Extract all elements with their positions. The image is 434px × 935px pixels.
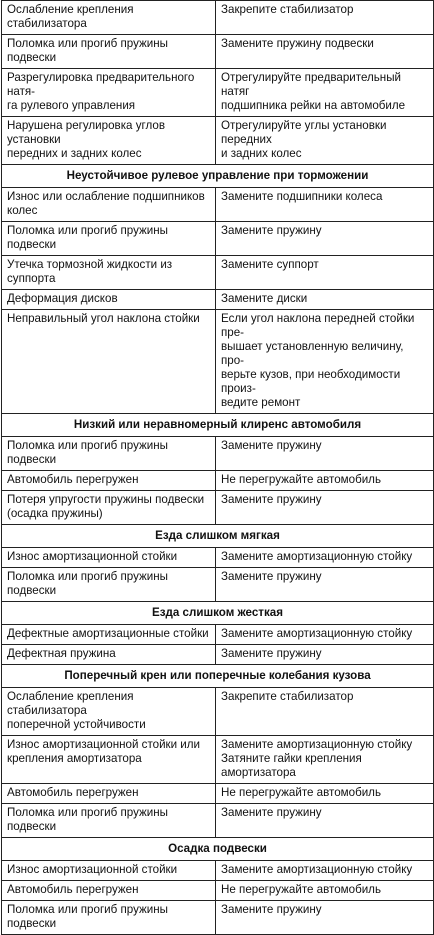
remedy-cell: Не перегружайте автомобиль bbox=[216, 784, 434, 804]
remedy-cell: Замените амортизационную стойку bbox=[216, 861, 434, 881]
table-row bbox=[2, 804, 434, 838]
table-row bbox=[2, 784, 434, 804]
remedy-cell: Если угол наклона передней стойки пре- вышает установленную величину, про- верьте кузов, при необходимости произ- ведите ремонт bbox=[216, 310, 434, 414]
section-header-row bbox=[2, 414, 434, 437]
cause-cell: Нарушена регулировка углов установки передних и задних колес bbox=[2, 117, 216, 165]
table-row bbox=[2, 437, 434, 471]
section-header-row bbox=[2, 838, 434, 861]
table-row bbox=[2, 117, 434, 165]
remedy-cell: Замените амортизационную стойку bbox=[216, 625, 434, 645]
remedy-cell: Замените пружину bbox=[216, 437, 434, 471]
section-title: Езда слишком мягкая bbox=[2, 525, 434, 548]
section-title: Неустойчивое рулевое управление при торможении bbox=[2, 165, 434, 188]
table-row bbox=[2, 69, 434, 117]
cause-cell: Деформация дисков bbox=[2, 290, 216, 310]
remedy-cell: Замените пружину подвески bbox=[216, 35, 434, 69]
cause-cell: Износ амортизационной стойки bbox=[2, 548, 216, 568]
remedy-cell: Не перегружайте автомобиль bbox=[216, 881, 434, 901]
cause-cell: Автомобиль перегружен bbox=[2, 471, 216, 491]
table-row bbox=[2, 568, 434, 602]
table-row bbox=[2, 645, 434, 665]
cause-cell: Поломка или прогиб пружины подвески bbox=[2, 568, 216, 602]
remedy-cell: Замените пружину bbox=[216, 568, 434, 602]
cause-cell: Износ амортизационной стойки или крепления амортизатора bbox=[2, 736, 216, 784]
remedy-cell: Закрепите стабилизатор bbox=[216, 1, 434, 35]
section-header-row bbox=[2, 525, 434, 548]
cause-cell: Ослабление крепления стабилизатора поперечной устойчивости bbox=[2, 688, 216, 736]
section-header-row bbox=[2, 665, 434, 688]
remedy-cell: Замените пружину bbox=[216, 901, 434, 935]
cause-cell: Автомобиль перегружен bbox=[2, 881, 216, 901]
cause-cell: Поломка или прогиб пружины подвески bbox=[2, 437, 216, 471]
section-title: Поперечный крен или поперечные колебания кузова bbox=[2, 665, 434, 688]
remedy-cell: Закрепите стабилизатор bbox=[216, 688, 434, 736]
cause-cell: Разрегулировка предварительного натя- га рулевого управления bbox=[2, 69, 216, 117]
table-row bbox=[2, 688, 434, 736]
remedy-cell: Замените диски bbox=[216, 290, 434, 310]
remedy-cell: Замените пружину bbox=[216, 491, 434, 525]
table-row bbox=[2, 861, 434, 881]
section-header-row bbox=[2, 165, 434, 188]
table-row bbox=[2, 625, 434, 645]
section-title: Осадка подвески bbox=[2, 838, 434, 861]
table-row bbox=[2, 548, 434, 568]
remedy-cell: Отрегулируйте углы установки передних и задних колес bbox=[216, 117, 434, 165]
table-row bbox=[2, 290, 434, 310]
table-row bbox=[2, 736, 434, 784]
troubleshooting-table bbox=[1, 0, 434, 935]
cause-cell: Ослабление крепления стабилизатора bbox=[2, 1, 216, 35]
table-row bbox=[2, 188, 434, 222]
remedy-cell: Замените пружину bbox=[216, 645, 434, 665]
table-row bbox=[2, 256, 434, 290]
remedy-cell: Отрегулируйте предварительный натяг подшипника рейки на автомобиле bbox=[216, 69, 434, 117]
cause-cell: Поломка или прогиб пружины подвески bbox=[2, 901, 216, 935]
cause-cell: Неправильный угол наклона стойки bbox=[2, 310, 216, 414]
section-title: Низкий или неравномерный клиренс автомобиля bbox=[2, 414, 434, 437]
table-body bbox=[2, 1, 434, 935]
cause-cell: Потеря упругости пружины подвески (осадка пружины) bbox=[2, 491, 216, 525]
table-row bbox=[2, 491, 434, 525]
remedy-cell: Не перегружайте автомобиль bbox=[216, 471, 434, 491]
cause-cell: Дефектные амортизационные стойки bbox=[2, 625, 216, 645]
cause-cell: Износ или ослабление подшипников колес bbox=[2, 188, 216, 222]
cause-cell: Износ амортизационной стойки bbox=[2, 861, 216, 881]
table-row bbox=[2, 35, 434, 69]
table-row bbox=[2, 881, 434, 901]
cause-cell: Утечка тормозной жидкости из суппорта bbox=[2, 256, 216, 290]
cause-cell: Автомобиль перегружен bbox=[2, 784, 216, 804]
table-row bbox=[2, 901, 434, 935]
remedy-cell: Замените пружину bbox=[216, 222, 434, 256]
remedy-cell: Замените пружину bbox=[216, 804, 434, 838]
remedy-cell: Замените амортизационную стойку bbox=[216, 548, 434, 568]
remedy-cell: Замените амортизационную стойку Затяните гайки крепления амортизатора bbox=[216, 736, 434, 784]
cause-cell: Поломка или прогиб пружины подвески bbox=[2, 35, 216, 69]
section-header-row bbox=[2, 602, 434, 625]
remedy-cell: Замените подшипники колеса bbox=[216, 188, 434, 222]
cause-cell: Дефектная пружина bbox=[2, 645, 216, 665]
table-row bbox=[2, 471, 434, 491]
table-row bbox=[2, 310, 434, 414]
remedy-cell: Замените суппорт bbox=[216, 256, 434, 290]
cause-cell: Поломка или прогиб пружины подвески bbox=[2, 222, 216, 256]
section-title: Езда слишком жесткая bbox=[2, 602, 434, 625]
cause-cell: Поломка или прогиб пружины подвески bbox=[2, 804, 216, 838]
table-row bbox=[2, 1, 434, 35]
table-row bbox=[2, 222, 434, 256]
